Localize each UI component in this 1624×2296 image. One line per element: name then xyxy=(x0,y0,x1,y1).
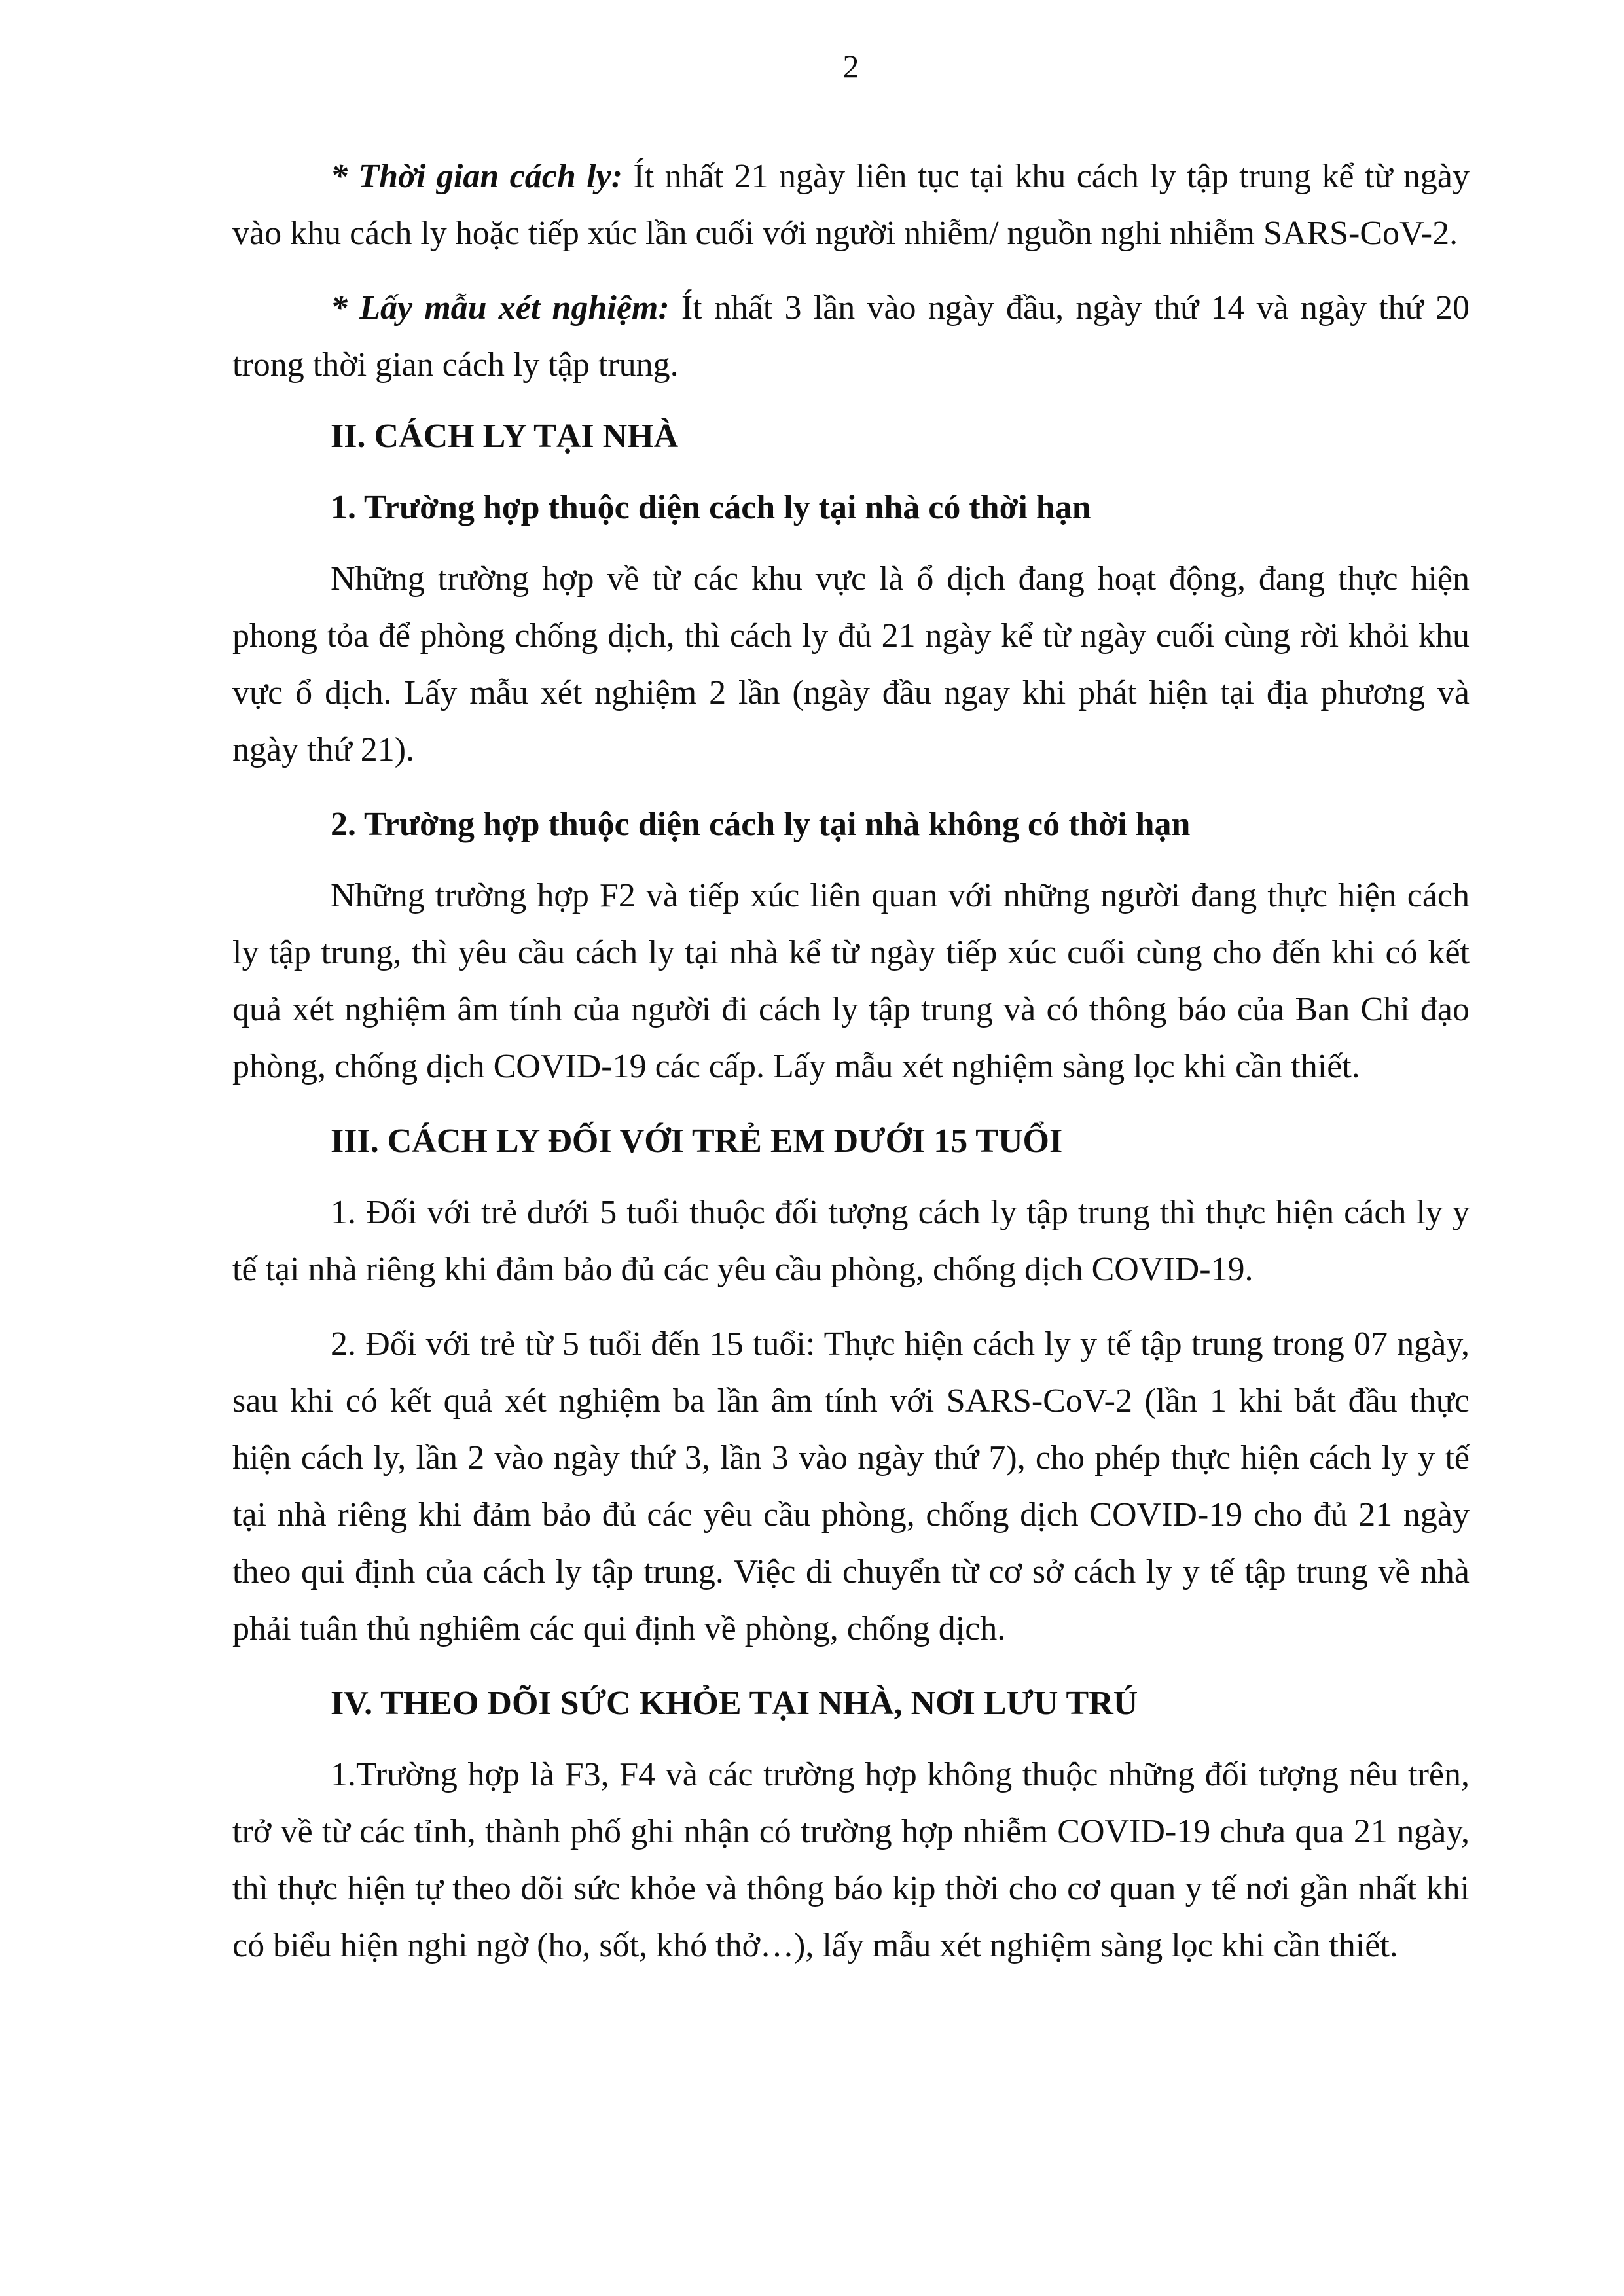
section-2-sub-1-text: Những trường hợp về từ các khu vực là ổ dịch đang hoạt động, đang thực hiện phong tỏa để phòng chống dịch, thì cách ly đủ 21 ngày kể từ ngày cuối cùng rời khỏi khu vực ổ dịch. Lấy mẫu xét nghiệm 2 lần (ngày đầu ngay khi phát hiện tại địa phương và ngày thứ 21). xyxy=(232,560,1470,768)
document-page xyxy=(232,0,1470,2296)
page-number: 2 xyxy=(842,48,859,84)
section-2-heading: II. CÁCH LY TẠI NHÀ xyxy=(331,418,679,455)
section-2-sub-2-heading: 2. Trường hợp thuộc diện cách ly tại nhà không có thời hạn xyxy=(331,806,1191,843)
isolation-time-paragraph xyxy=(232,148,1470,262)
section-2-sub-2-text: Những trường hợp F2 và tiếp xúc liên quan với những người đang thực hiện cách ly tập trung, thì yêu cầu cách ly tại nhà kể từ ngày tiếp xúc cuối cùng cho đến khi có kết quả xét nghiệm âm tính của người đi cách ly tập trung và có thông báo của Ban Chỉ đạo phòng, chống dịch COVID-19 các cấp. Lấy mẫu xét nghiệm sàng lọc khi cần thiết. xyxy=(232,877,1470,1085)
sampling-text: Ít nhất 3 lần vào ngày đầu, ngày thứ 14 và ngày thứ 20 trong thời gian cách ly tập trung. xyxy=(232,289,1470,384)
section-4-item-1: 1.Trường hợp là F3, F4 và các trường hợp không thuộc những đối tượng nêu trên, trở về từ các tỉnh, thành phố ghi nhận có trường hợp nhiễm COVID-19 chưa qua 21 ngày, thì thực hiện tự theo dõi sức khỏe và thông báo kịp thời cho cơ quan y tế nơi gần nhất khi có biểu hiện nghi ngờ (ho, sốt, khó thở…), lấy mẫu xét nghiệm sàng lọc khi cần thiết. xyxy=(232,1756,1470,1964)
section-3-heading: III. CÁCH LY ĐỐI VỚI TRẺ EM DƯỚI 15 TUỔI xyxy=(331,1122,1063,1160)
section-3-item-1: 1. Đối với trẻ dưới 5 tuổi thuộc đối tượng cách ly tập trung thì thực hiện cách ly y tế tại nhà riêng khi đảm bảo đủ các yêu cầu phòng, chống dịch COVID-19. xyxy=(232,1194,1470,1288)
isolation-time-text: Ít nhất 21 ngày liên tục tại khu cách ly tập trung kể từ ngày vào khu cách ly hoặc tiếp xúc lần cuối với người nhiễm/ nguồn nghi nhiễm SARS-CoV-2. xyxy=(232,158,1470,252)
section-2-sub-1-heading: 1. Trường hợp thuộc diện cách ly tại nhà có thời hạn xyxy=(331,489,1091,526)
isolation-time-label: * Thời gian cách ly: xyxy=(331,158,623,195)
document-body xyxy=(232,148,1470,1992)
section-3-item-2: 2. Đối với trẻ từ 5 tuổi đến 15 tuổi: Thực hiện cách ly y tế tập trung trong 07 ngày, sau khi có kết quả xét nghiệm ba lần âm tính với SARS-CoV-2 (lần 1 khi bắt đầu thực hiện cách ly, lần 2 vào ngày thứ 3, lần 3 vào ngày thứ 7), cho phép thực hiện cách ly y tế tại nhà riêng khi đảm bảo đủ các yêu cầu phòng, chống dịch COVID-19 cho đủ 21 ngày theo qui định của cách ly tập trung. Việc di chuyển từ cơ sở cách ly y tế tập trung về nhà phải tuân thủ nghiêm các qui định về phòng, chống dịch. xyxy=(232,1325,1470,1647)
sampling-label: * Lấy mẫu xét nghiệm: xyxy=(331,289,670,327)
section-4-heading: IV. THEO DÕI SỨC KHỎE TẠI NHÀ, NƠI LƯU TRÚ xyxy=(331,1685,1138,1722)
sampling-paragraph xyxy=(232,279,1470,393)
